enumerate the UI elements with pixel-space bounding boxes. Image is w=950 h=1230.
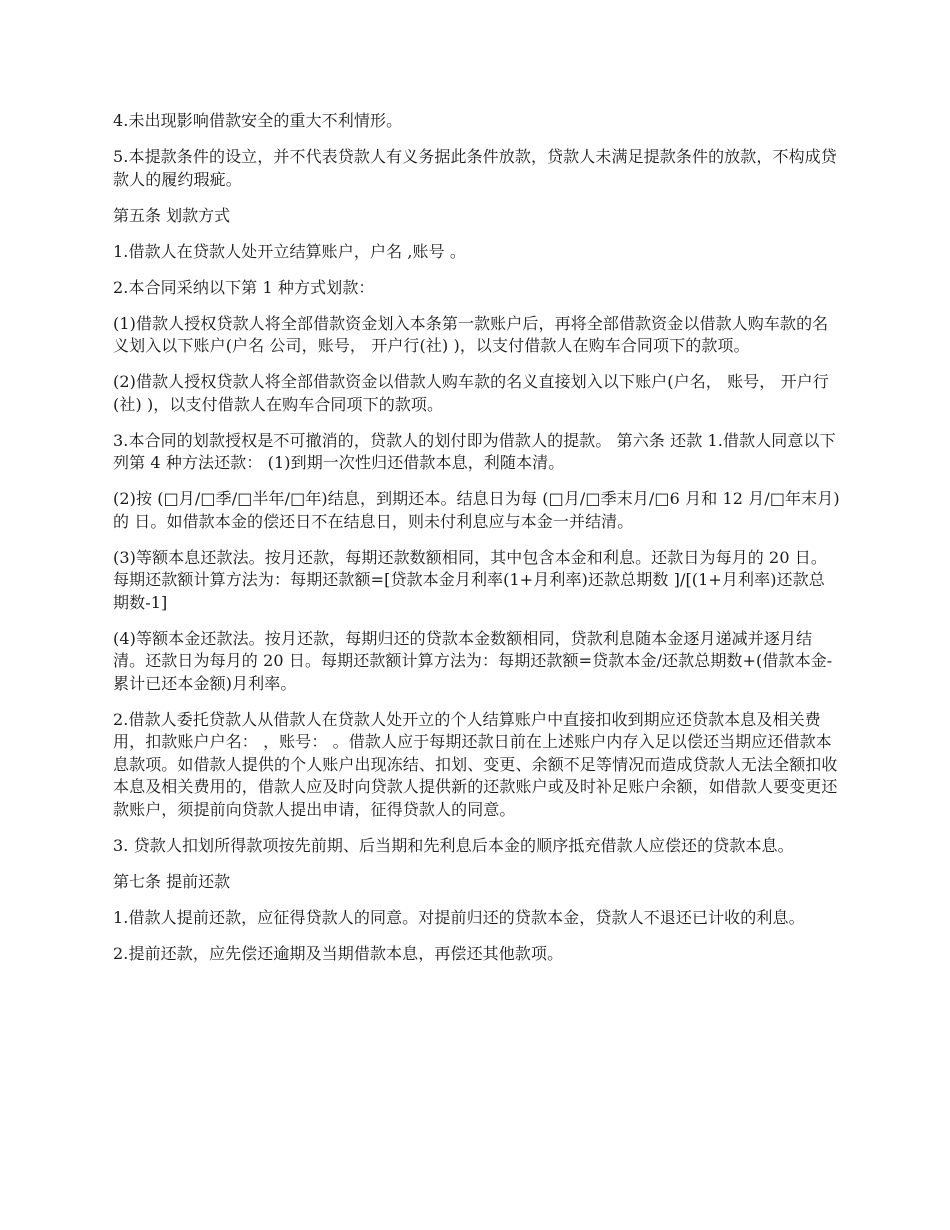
article-5-heading: 第五条 划款方式 [113, 205, 231, 225]
clause-4-no-adverse-condition: 4.未出现影响借款安全的重大不利情形。 [113, 111, 403, 130]
article-5-item-1: 1.借款人在贷款人处开立结算账户，户名 ,账号 。 [113, 241, 467, 261]
repayment-method-2: (2)按 (□月/□季/□半年/□年)结息，到期还本。结息日为每 (□月/□季末月/□6 月和 12 月/□年末月)的 日。如借款本金的偿还日不在结息日，则未付利息应与本金一并结清。 [113, 489, 840, 531]
article-5-item-3-and-article-6: 3.本合同的划款授权是不可撤消的，贷款人的划付即为借款人的提款。 第六条 还款 1.借款人同意以下列第 4 种方法还款： (1)到期一次性归还借款本息，利随本清。 [113, 430, 836, 472]
clause-5-drawdown-condition-note: 5.本提款条件的设立，并不代表贷款人有义务据此条件放款，贷款人未满足提款条件的放款，不构成贷款人的履约瑕疵。 [113, 147, 837, 189]
repayment-method-4: (4)等额本金还款法。按月还款，每期归还的贷款本金数额相同，贷款利息随本金逐月递减并逐月结清。还款日为每月的 20 日。每期还款额计算方法为：每期还款额=贷款本金/还款总期数+(借款本金-累计已还本金额)月利率。 [113, 628, 833, 693]
article-6-item-2: 2.借款人委托贷款人从借款人在贷款人处开立的个人结算账户中直接扣收到期应还贷款本息及相关费用，扣款账户户名： ，账号： 。借款人应于每期还款日前在上述账户内存入足以偿还当期应还借款本息款项。如借款人提供的个人账户出现冻结、扣划、变更、余额不足等情况而造成贷款人无法全额扣收本息及相关费用的，借款人应及时向贷款人提供新的还款账户或及时补足账户余额，如借款人要变更还款账户，须提前向贷款人提出申请，征得贷款人的同意。 [113, 709, 838, 819]
repayment-method-3: (3)等额本息还款法。按月还款，每期还款数额相同，其中包含本金和利息。还款日为每月的 20 日。每期还款额计算方法为：每期还款额=[贷款本金月利率(1+月利率)还款总期数 ]/[(1+月利率)还款总期数-1] [113, 547, 827, 612]
article-6-item-3: 3. 贷款人扣划所得款项按先前期、后当期和先利息后本金的顺序抵充借款人应偿还的贷款本息。 [113, 835, 794, 855]
article-7-heading: 第七条 提前还款 [113, 871, 231, 891]
article-5-option-1: (1)借款人授权贷款人将全部借款资金划入本条第一款账户后，再将全部借款资金以借款人购车款的名义划入以下账户(户名 公司，账号， 开户行(社) )，以支付借款人在购车合同项下的款项。 [113, 313, 829, 355]
article-5-item-2: 2.本合同采纳以下第 1 种方式划款： [113, 277, 375, 297]
document-page [113, 110, 840, 979]
article-5-option-2: (2)借款人授权贷款人将全部借款资金以借款人购车款的名义直接划入以下账户(户名， 账号， 开户行(社) )，以支付借款人在购车合同项下的款项。 [113, 372, 829, 414]
article-7-item-1: 1.借款人提前还款，应征得贷款人的同意。对提前归还的贷款本金，贷款人不退还已计收的利息。 [113, 907, 805, 927]
article-7-item-2: 2.提前还款，应先偿还逾期及当期借款本息，再偿还其他款项。 [113, 943, 564, 963]
